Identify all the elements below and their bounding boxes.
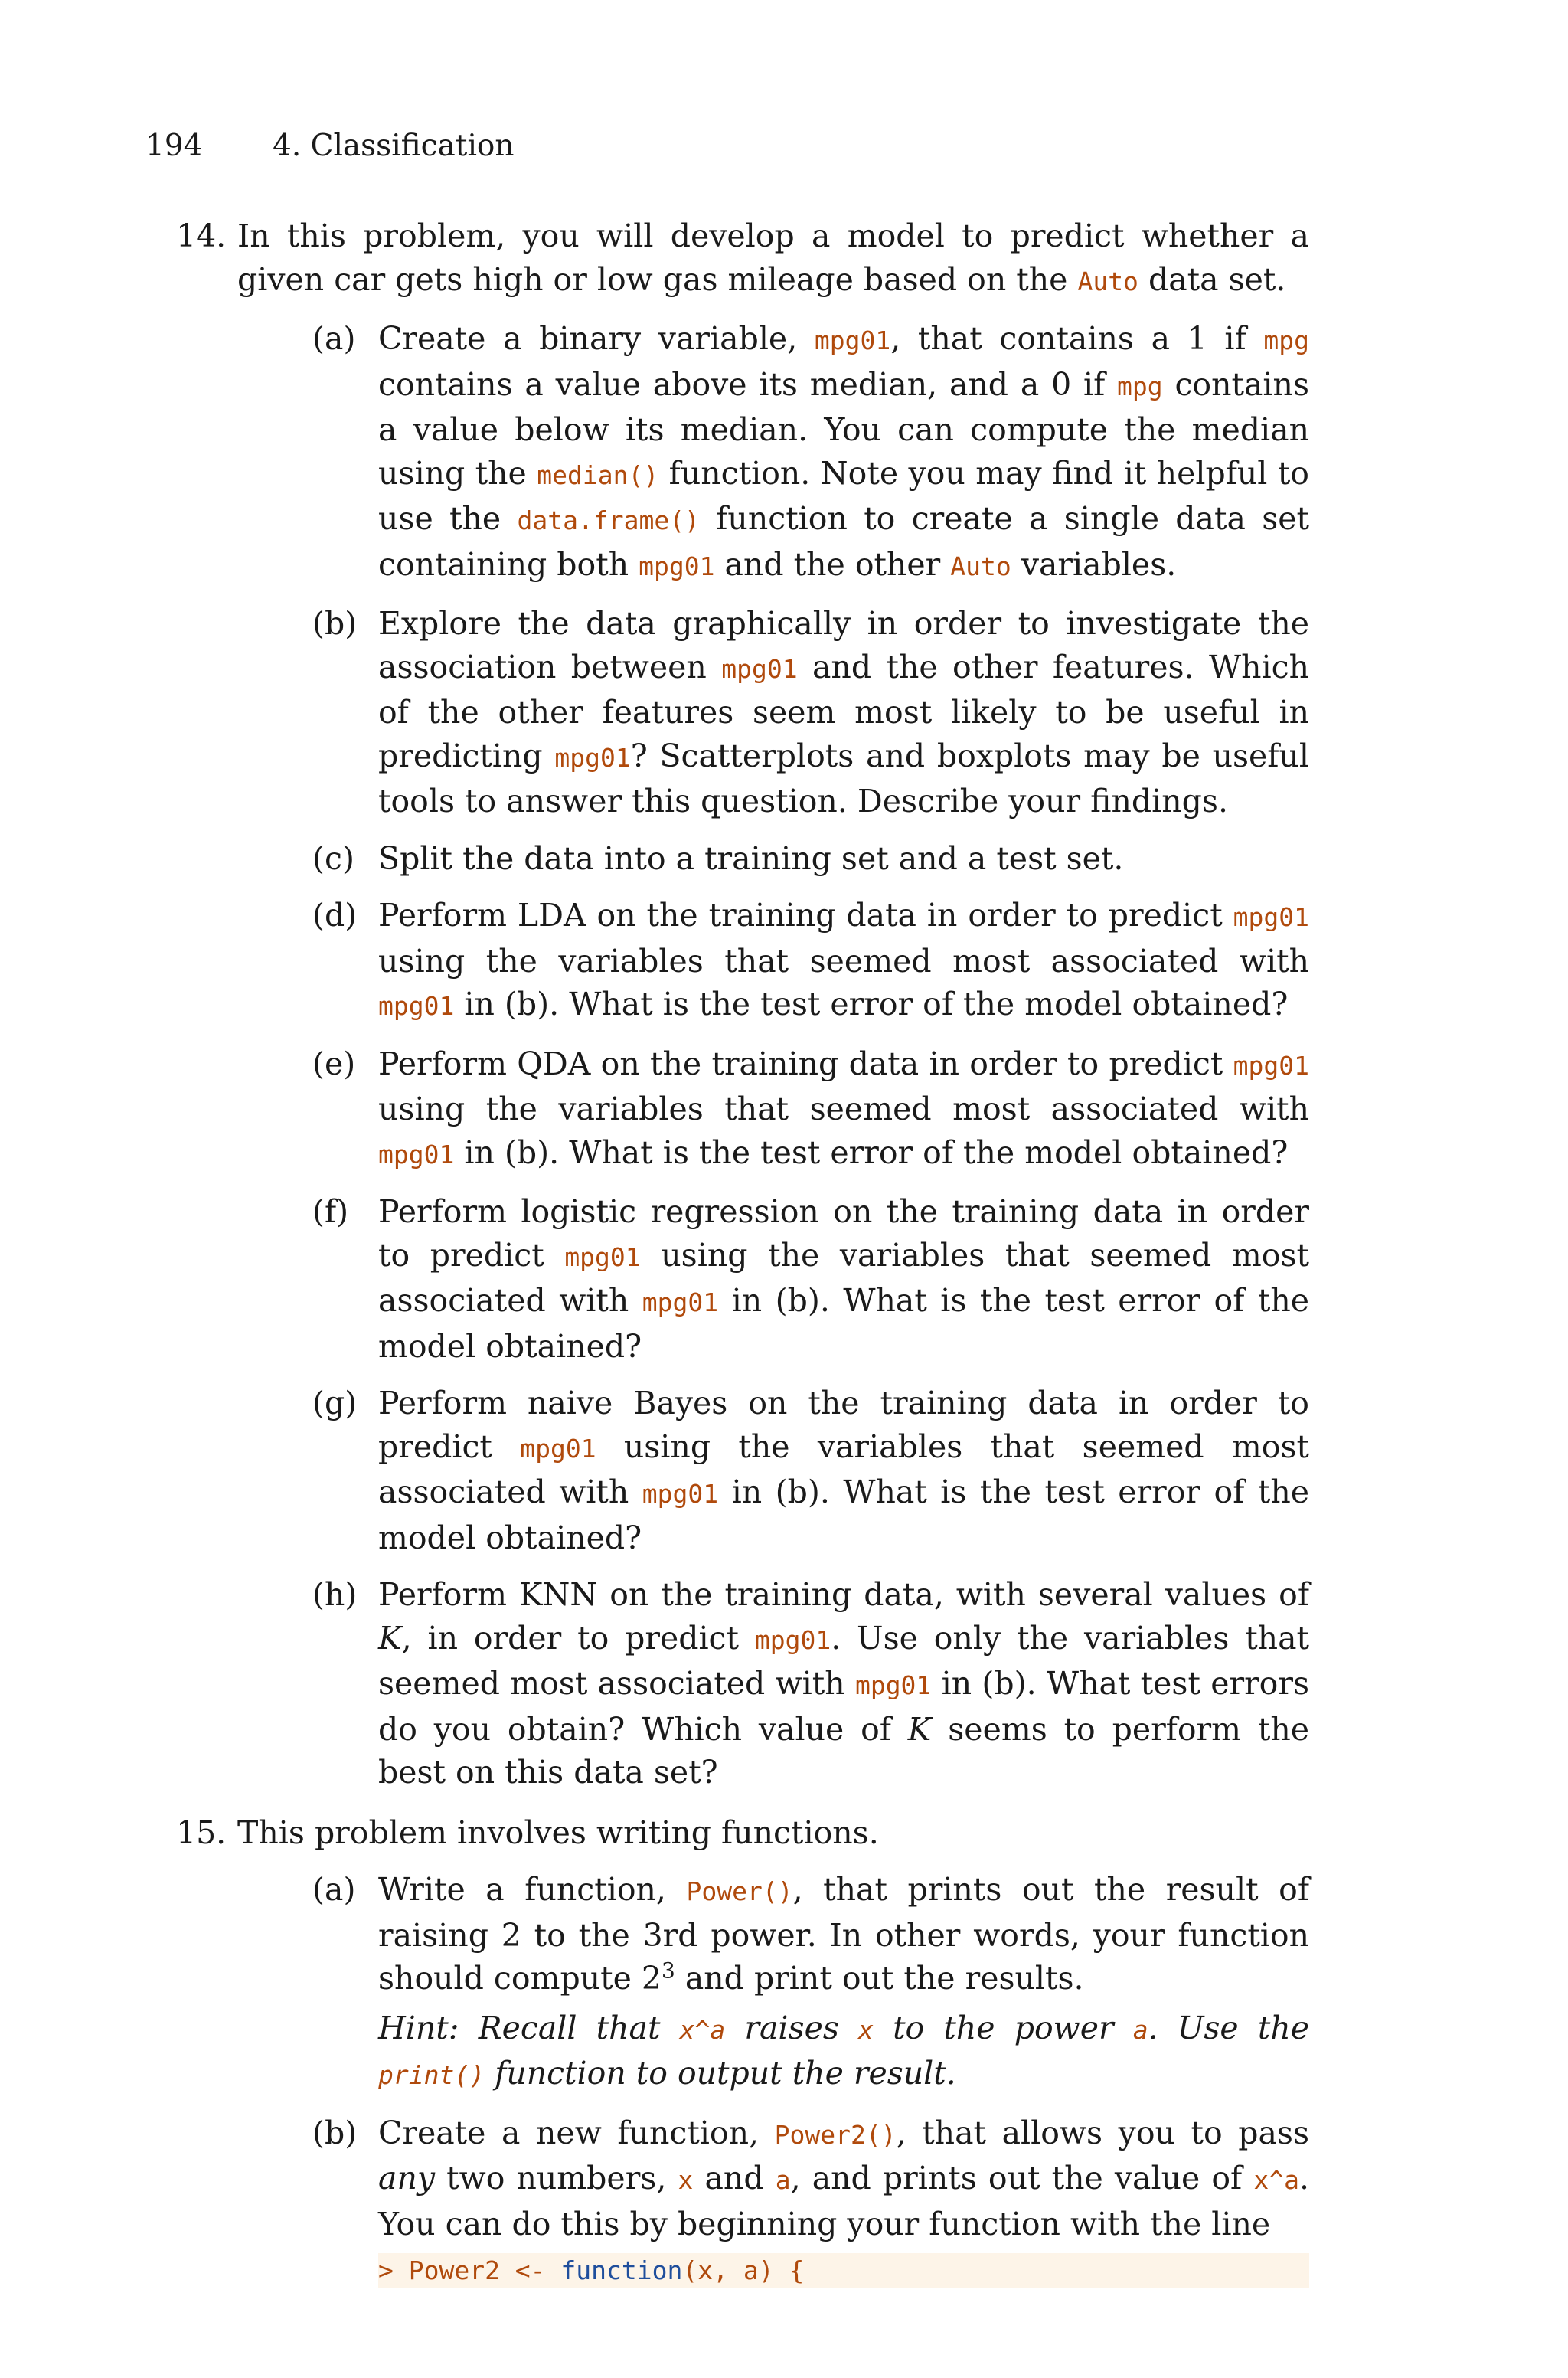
subproblem-label: (a) — [312, 320, 356, 357]
subproblem-label: (f) — [312, 1193, 349, 1230]
exercise-body — [176, 214, 1309, 2304]
chapter-title: 4. Classification — [273, 129, 514, 163]
problem-number: 14. — [176, 218, 227, 254]
subproblem-label: (e) — [312, 1045, 356, 1082]
problem-14 — [176, 214, 1309, 1794]
subproblem-label: (d) — [312, 897, 358, 934]
subproblem-f: (f) Perform logistic regression on the training data in order to predict mpg01 using the variables that seemed most associated with mpg01 in (b). What is the test error of the model obtained? — [237, 1190, 1309, 1368]
problem-intro: This problem involves writing functions. — [237, 1814, 879, 1851]
problem-intro: In this problem, you will develop a model to predict whether a given car gets high or low gas mileage based on the Auto data set. — [237, 218, 1309, 298]
subproblem-e: (e) Perform QDA on the training data in order to predict mpg01 using the variables that seemed most associated with mpg01 in (b). What is the test error of the model obtained? — [237, 1042, 1309, 1177]
problem-number: 15. — [176, 1814, 227, 1851]
subproblem-d: (d) Perform LDA on the training data in order to predict mpg01 using the variables that seemed most associated with mpg01 in (b). What is the test error of the model obtained? — [237, 894, 1309, 1029]
page-number: 194 — [145, 129, 203, 163]
subproblem-c: (c) Split the data into a training set and a test set. — [237, 837, 1309, 881]
subproblem-label: (a) — [312, 1871, 356, 1908]
subproblem-g: (g) Perform naive Bayes on the training data in order to predict mpg01 using the variables that seemed most associated with mpg01 in (b). What is the test error of the model obtained? — [237, 1382, 1309, 1559]
code-block: > Power2 <- function(x, a) { — [378, 2253, 1309, 2288]
subproblem-label: (c) — [312, 839, 354, 877]
subproblem-h: (h) Perform KNN on the training data, with several values of K, in order to predict mpg01. Use only the variables that seemed most associated with mpg01 in (b). What test errors do you obtain? Which value of K seems to perform the best on this data set? — [237, 1573, 1309, 1794]
page-header — [145, 127, 514, 165]
hint-text: Hint: Recall that x^a raises x to the power a. Use the print() function to output the result. — [378, 2009, 1309, 2092]
subproblem-label: (b) — [312, 2114, 358, 2151]
subproblem-label: (b) — [312, 605, 358, 642]
subproblem-a: (a) Write a function, Power(), that prints out the result of raising 2 to the 3rd power. In other words, your function should compute $2^3$ and print out the results. Hint: Recall that x^a raises x to the power a. Use the print() function to output the result. — [237, 1868, 1309, 2098]
subproblem-b: (b) Explore the data graphically in order to investigate the association between mpg01 and the other features. Which of the other features seem most likely to be useful in predicting mpg01? Scatterplots and boxplots may be useful tools to answer this question. Describe your findings. — [237, 602, 1309, 823]
subproblem-a: (a) Create a binary variable, mpg01, that contains a 1 if mpg contains a value above its median, and a 0 if mpg contains a value below its median. You can compute the median using the median() function. Note you may find it helpful to use the data.frame() function to create a single data set containing both mpg01 and the other Auto variables. — [237, 317, 1309, 588]
subproblem-label: (g) — [312, 1385, 358, 1421]
problem-15 — [176, 1811, 1309, 2289]
subproblem-label: (h) — [312, 1576, 358, 1613]
subproblem-b: (b) Create a new function, Power2(), that allows you to pass any two numbers, x and a, and prints out the value of x^a. You can do this by beginning your function with the line > Power2 <- function(x, a) { — [237, 2111, 1309, 2289]
